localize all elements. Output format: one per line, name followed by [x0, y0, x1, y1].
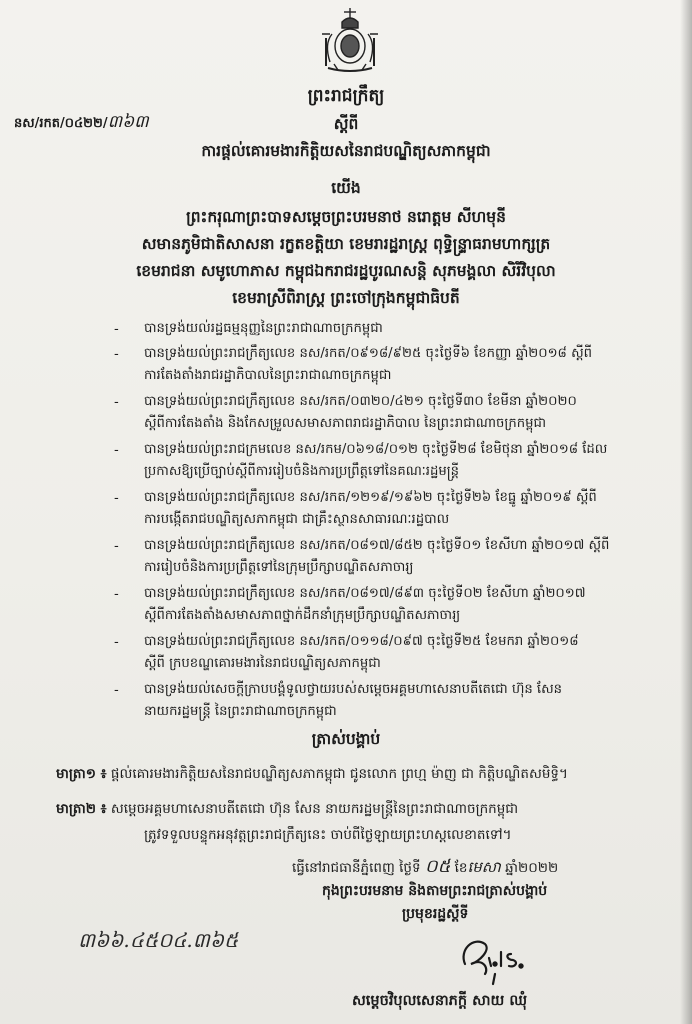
- list-dash: -: [114, 347, 119, 362]
- article-label: មាត្រា១ ៖: [56, 766, 107, 782]
- document-title: ព្រះរាជក្រឹត្យ: [307, 86, 385, 106]
- visa-line: បានទ្រង់យល់រដ្ឋធម្មនុញ្ញនៃព្រះរាជាណាចក្រកម្ពុជា: [144, 321, 383, 336]
- visa-line: នាយករដ្ឋមន្ត្រី នៃព្រះរាជាណាចក្រកម្ពុជា: [144, 704, 337, 719]
- list-dash: -: [114, 395, 119, 410]
- list-dash: -: [114, 635, 119, 650]
- visa-line: បានទ្រង់យល់ព្រះរាជក្រឹត្យលេខ នស/រកត/០៨១៧/៨៥២ ចុះថ្ងៃទី០១ ខែសីហា ឆ្នាំ២០១៧ ស្តីពី: [144, 538, 610, 553]
- countersign-line: ប្រមុខរដ្ឋស្តីទី: [402, 906, 469, 922]
- royal-emblem-icon: [314, 4, 386, 76]
- visa-line: បានទ្រង់យល់ព្រះរាជក្រឹត្យលេខ នស/រកត/០៩១៨/៩២៥ ចុះថ្ងៃទី៦ ខែកញ្ញា ឆ្នាំ២០១៨ ស្តីពី: [144, 346, 593, 361]
- we-heading: យើង: [331, 179, 361, 197]
- visa-line: ស្តីពីការតែងតាំងសមាសភាពថ្នាក់ដឹកនាំក្រុមប្រឹក្សាបណ្ឌិតសភាចារ្យ: [144, 608, 461, 623]
- king-line: ព្រះករុណាព្រះបាទសម្តេចព្រះបរមនាថ នរោត្តម សីហមុនី: [186, 208, 506, 226]
- visa-line: ការតែងតាំងរាជរដ្ឋាភិបាលនៃព្រះរាជាណាចក្រកម្ពុជា: [144, 368, 392, 383]
- reference-handwritten: ៣៦៣: [107, 112, 149, 132]
- reference-printed: នស/រកត/០៤២២/: [14, 116, 108, 131]
- list-dash: -: [114, 587, 119, 602]
- visa-line: ស្តីពីការតែងតាំង និងកែសម្រួលសមាសភាពរាជរដ្ឋាភិបាល នៃព្រះរាជាណាចក្រកម្ពុជា: [144, 416, 547, 431]
- handwritten-number: ៣៦៦.៤៥០៤.៣៦៥: [78, 928, 239, 952]
- decree-heading: ត្រាស់បង្គាប់: [311, 730, 381, 748]
- king-line: ខេមរាជនា សមូហោភាស កម្ពុជឯករាជរដ្ឋបូរណសន្តិ សុភមង្គលា សិរីវិបុលា: [136, 262, 556, 280]
- subject-title: ការផ្តល់គោរមងារកិត្តិយសនៃរាជបណ្ឌិត្យសភាកម្ពុជា: [201, 142, 491, 160]
- article-label: មាត្រា២ ៖: [56, 801, 107, 817]
- visa-line: បានទ្រង់យល់ព្រះរាជក្រឹត្យលេខ នស/រកត/១២១៩/១៩៦២ ចុះថ្ងៃទី២៦ ខែធ្នូ ឆ្នាំ២០១៩ ស្តីពី: [144, 490, 597, 505]
- visa-line: បានទ្រង់យល់សេចក្តីក្រាបបង្គំទូលថ្វាយរបស់សម្តេចអគ្គមហាសេនាបតីតេជោ ហ៊ុន សែន: [144, 682, 563, 697]
- king-line: ខេមរាស្រីពិរាស្ត្រ ព្រះចៅក្រុងកម្ពុជាធិបតី: [232, 289, 460, 307]
- visa-line: បានទ្រង់យល់ព្រះរាជក្រឹត្យលេខ នស/រកត/០១១៨/០៩៧ ចុះថ្ងៃទី២៥ ខែមករា ឆ្នាំ២០១៨: [144, 634, 579, 649]
- visa-line: ប្រកាសឱ្យប្រើច្បាប់ស្តីពីការរៀបចំនិងការប្រព្រឹត្តទៅនៃគណៈរដ្ឋមន្ត្រី: [144, 464, 460, 479]
- date-month-label: ខែ: [454, 860, 468, 876]
- article-text: ផ្តល់គោរមងារកិត្តិយសនៃរាជបណ្ឌិត្យសភាកម្ពុជា ជូនលោក ព្រហ្ម ម៉ាញ ជា កិត្តិបណ្ឌិតសមិទ្ធិ។: [110, 766, 568, 782]
- subject-label: ស្តីពី: [333, 115, 359, 133]
- visa-line: ការបង្កើតរាជបណ្ឌិត្យសភាកម្ពុជា ជាគ្រឹះស្ថានសាធារណៈរដ្ឋបាល: [144, 512, 450, 527]
- date-line: [292, 858, 558, 876]
- list-dash: -: [114, 322, 119, 337]
- article-text: សម្តេចអគ្គមហាសេនាបតីតេជោ ហ៊ុន សែន នាយករដ្ឋមន្ត្រីនៃព្រះរាជាណាចក្រកម្ពុជា: [110, 801, 519, 817]
- list-dash: -: [114, 539, 119, 554]
- countersign-line: កុងព្រះបរមនាម និងតាមព្រះរាជត្រាស់បង្គាប់: [322, 883, 548, 899]
- signature-image: [455, 928, 535, 988]
- date-month: មេសា: [467, 858, 501, 876]
- visa-line: បានទ្រង់យល់ព្រះរាជក្រមលេខ នស/រកម/០៦១៨/០១២ ចុះថ្ងៃទី២៨ ខែមិថុនា ឆ្នាំ២០១៨ ដែល: [144, 442, 608, 457]
- article-2: [56, 803, 518, 817]
- article-1: [56, 768, 568, 782]
- date-prefix: ធ្វើនៅរាជធានីភ្នំពេញ ថ្ងៃទី: [292, 860, 421, 876]
- visa-line: ស្តីពី ក្របខណ្ឌគោរមងារនៃរាជបណ្ឌិត្យសភាកម្ពុជា: [144, 656, 381, 671]
- visa-line: បានទ្រង់យល់ព្រះរាជក្រឹត្យលេខ នស/រកត/០៣២០/៤២១ ចុះថ្ងៃទី៣០ ខែមីនា ឆ្នាំ២០២០: [144, 394, 577, 409]
- list-dash: -: [114, 683, 119, 698]
- date-day: ០៥: [424, 856, 451, 877]
- signatory-name: សម្តេចវិបុលសេនាភក្តី សាយ ឈុំ: [352, 993, 528, 1009]
- article-text-continued: ត្រូវទទួលបន្ទុកអនុវត្តព្រះរាជក្រឹត្យនេះ ចាប់ពីថ្ងៃឡាយព្រះហស្តលេខាតទៅ។: [144, 827, 512, 843]
- king-line: សមានភូមិជាតិសាសនា រក្ខតខត្តិយា ខេមរារដ្ឋរាស្ត្រ ពុទ្ធិន្ទ្រាធរាមហាក្សត្រ: [141, 235, 551, 253]
- visa-line: ការរៀបចំនិងការប្រព្រឹត្តទៅនៃក្រុមប្រឹក្សាបណ្ឌិតសភាចារ្យ: [144, 560, 414, 575]
- list-dash: -: [114, 443, 119, 458]
- date-year: ឆ្នាំ២០២២: [505, 860, 559, 876]
- visa-line: បានទ្រង់យល់ព្រះរាជក្រឹត្យលេខ នស/រកត/០៨១៧/៨៩៣ ចុះថ្ងៃទី០២ ខែសីហា ឆ្នាំ២០១៧: [144, 586, 586, 601]
- list-dash: -: [114, 491, 119, 506]
